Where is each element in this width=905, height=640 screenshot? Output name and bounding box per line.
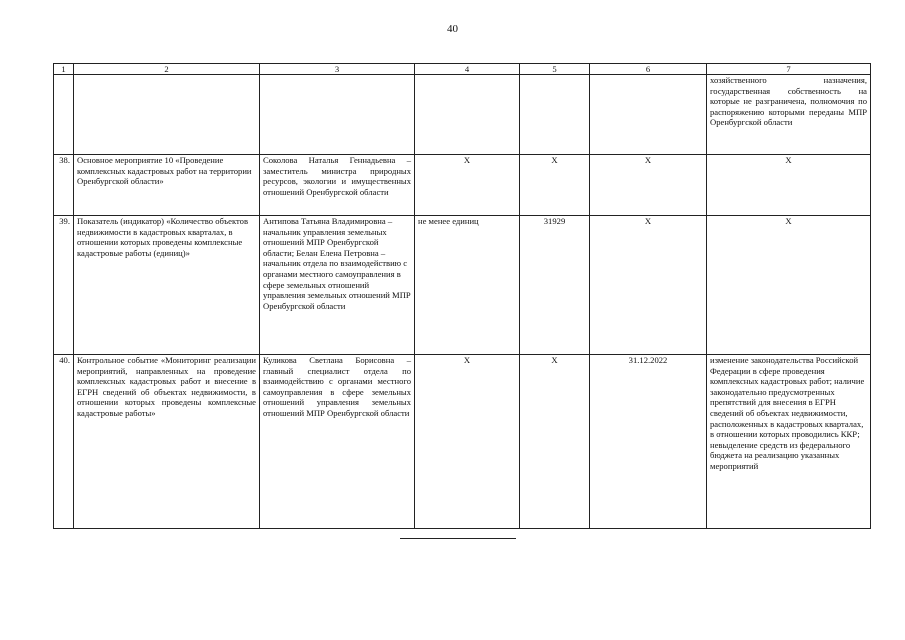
column-header-4: 4 bbox=[415, 64, 520, 75]
cell-col6: Х bbox=[590, 216, 707, 355]
responsible-person: Антипова Татьяна Владимировна – начальник управления земельных отношений МПР Оренбургской области; Белан Елена Петровна – начальник отдела по взаимодействию с органами местного самоуправления в сфере земельных отношений управления земельных отношений МПР Оренбургской области bbox=[260, 216, 415, 355]
column-header-5: 5 bbox=[520, 64, 590, 75]
cell-col5: Х bbox=[520, 155, 590, 216]
column-number-row bbox=[54, 64, 871, 75]
cell-col5 bbox=[520, 75, 590, 155]
cell-col6 bbox=[590, 75, 707, 155]
responsible-person: Куликова Светлана Борисовна – главный специалист отдела по взаимодействию с органами местного самоуправления в сфере земельных отношений управления земельных отношений МПР Оренбургской области bbox=[260, 355, 415, 529]
page-number: 40 bbox=[447, 23, 458, 35]
cell-col7-continuation: хозяйственного назначения, государственная собственность на которые не разграничена, полномочия по распоряжению которыми переданы МПР Оренбургской области bbox=[707, 75, 871, 155]
table-row bbox=[54, 155, 871, 216]
cell-col4: Х bbox=[415, 155, 520, 216]
responsible-person: Соколова Наталья Геннадьевна – заместитель министра природных ресурсов, экологии и имущественных отношений Оренбургской области bbox=[260, 155, 415, 216]
cell-col4 bbox=[415, 75, 520, 155]
indicator-value: 31929 bbox=[520, 216, 590, 355]
cell-col7: Х bbox=[707, 155, 871, 216]
footer-rule bbox=[400, 538, 516, 539]
row-number: 40. bbox=[54, 355, 74, 529]
column-header-1: 1 bbox=[54, 64, 74, 75]
cell-col7: Х bbox=[707, 216, 871, 355]
column-header-6: 6 bbox=[590, 64, 707, 75]
cell-name bbox=[74, 75, 260, 155]
indicator-name: Показатель (индикатор) «Количество объектов недвижимости в кадастровых кварталах, в отношении которых проведены комплексные кадастровые работы (единиц)» bbox=[74, 216, 260, 355]
table-row bbox=[54, 216, 871, 355]
row-number: 38. bbox=[54, 155, 74, 216]
column-header-7: 7 bbox=[707, 64, 871, 75]
row-number: 39. bbox=[54, 216, 74, 355]
cell-col5: Х bbox=[520, 355, 590, 529]
continuation-row bbox=[54, 75, 871, 155]
table-row bbox=[54, 355, 871, 529]
plan-table bbox=[53, 63, 871, 529]
control-event-name: Контрольное событие «Мониторинг реализации мероприятий, направленных на проведение комплексных кадастровых работ и внесение в ЕГРН сведений об объектах недвижимости, в отношении которых проведены комплексные кадастровые работы» bbox=[74, 355, 260, 529]
cell-number bbox=[54, 75, 74, 155]
cell-col4: Х bbox=[415, 355, 520, 529]
column-header-2: 2 bbox=[74, 64, 260, 75]
column-header-3: 3 bbox=[260, 64, 415, 75]
cell-col4: не менее единиц bbox=[415, 216, 520, 355]
risk-factors: изменение законодательства Российской Федерации в сфере проведения комплексных кадастровых работ; наличие законодательно предусмотренных препятствий для внесения в ЕГРН сведений об объектах недвижимости, расположенных в кадастровых кварталах, в отношении которых проводились ККР; невыделение средств из федерального бюджета на реализацию указанных мероприятий bbox=[707, 355, 871, 529]
due-date: 31.12.2022 bbox=[590, 355, 707, 529]
cell-col6: Х bbox=[590, 155, 707, 216]
event-name: Основное мероприятие 10 «Проведение комплексных кадастровых работ на территории Оренбургской области» bbox=[74, 155, 260, 216]
cell-responsible bbox=[260, 75, 415, 155]
